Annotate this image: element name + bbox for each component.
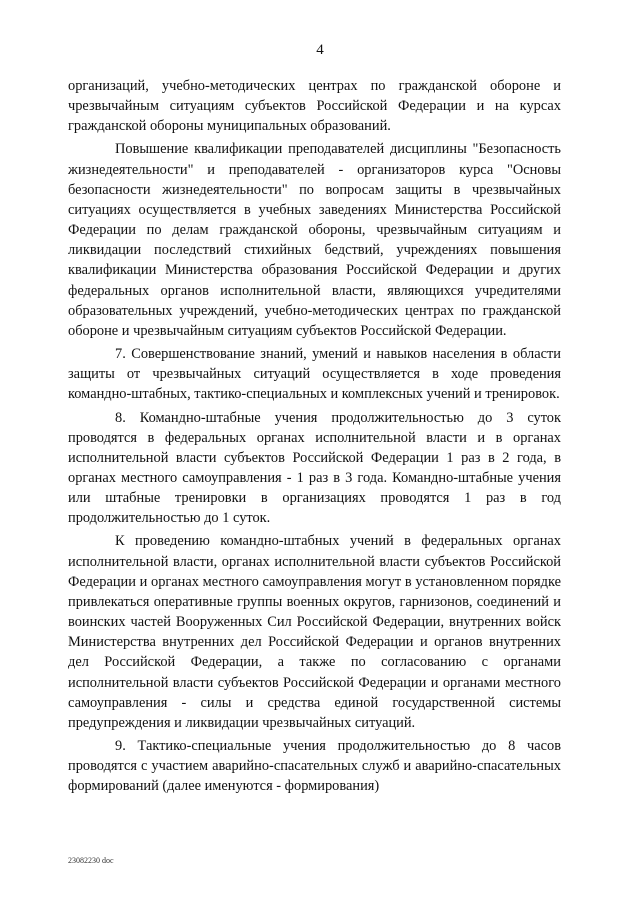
paragraph-continuation: организаций, учебно-методических центрах по гражданской обороне и чрезвычайным ситуациям субъектов Российской Федерации и на курсах гражданской обороны муниципальных образований. (68, 78, 561, 135)
paragraph-item-9: 9. Тактико-специальные учения продолжительностью до 8 часов проводятся с участием аварийно-спасательных служб и аварийно-спасательных формирований (далее именуются - формирования) (68, 738, 561, 795)
footer-doc-code: 23082230 doc (68, 856, 114, 865)
paragraph-qualification: Повышение квалификации преподавателей дисциплины "Безопасность жизнедеятельности" и преподавателей - организаторов курса "Основы безопасности жизнедеятельности" по вопросам защиты в чрезвычайных ситуациях осуществляется в учебных заведениях Министерства Российской Федерации по делам гражданской обороны, чрезвычайным ситуациям и ликвидации последствий стихийных бедствий, учреждениях повышения квалификации Министерства образования Российской Федерации и других федеральных органов исполнительной власти, являющихся учредителями образовательных учреждений, учебно-методических центрах по гражданской обороне и чрезвычайным ситуациям субъектов Российской Федерации. (68, 141, 561, 339)
page-number: 4 (316, 42, 324, 58)
paragraph-command-staff: К проведению командно-штабных учений в федеральных органах исполнительной власти, органах исполнительной власти субъектов Российской Федерации и органах местного самоуправления могут в установленном порядке привлекаться оперативные группы военных округов, гарнизонов, соединений и воинских частей Вооруженных Сил Российской Федерации, внутренних войск Министерства внутренних дел Российской Федерации и органов внутренних дел Российской Федерации, а также по согласованию с органами исполнительной власти субъектов Российской Федерации и органами местного самоуправления - силы и средства единой государственной системы предупреждения и ликвидации чрезвычайных ситуаций. (68, 533, 561, 731)
paragraph-item-7: 7. Совершенствование знаний, умений и навыков населения в области защиты от чрезвычайных ситуаций осуществляется в ходе проведения командно-штабных, тактико-специальных и комплексных учений и тренировок. (68, 346, 561, 403)
paragraph-item-8: 8. Командно-штабные учения продолжительностью до 3 суток проводятся в федеральных органах исполнительной власти и в органах исполнительной власти субъектов Российской Федерации 1 раз в 2 года, в органах местного самоуправления - 1 раз в 3 года. Командно-штабные учения или штабные тренировки в организациях проводятся 1 раз в год продолжительностью до 1 суток. (68, 409, 561, 527)
document-body (68, 76, 561, 796)
